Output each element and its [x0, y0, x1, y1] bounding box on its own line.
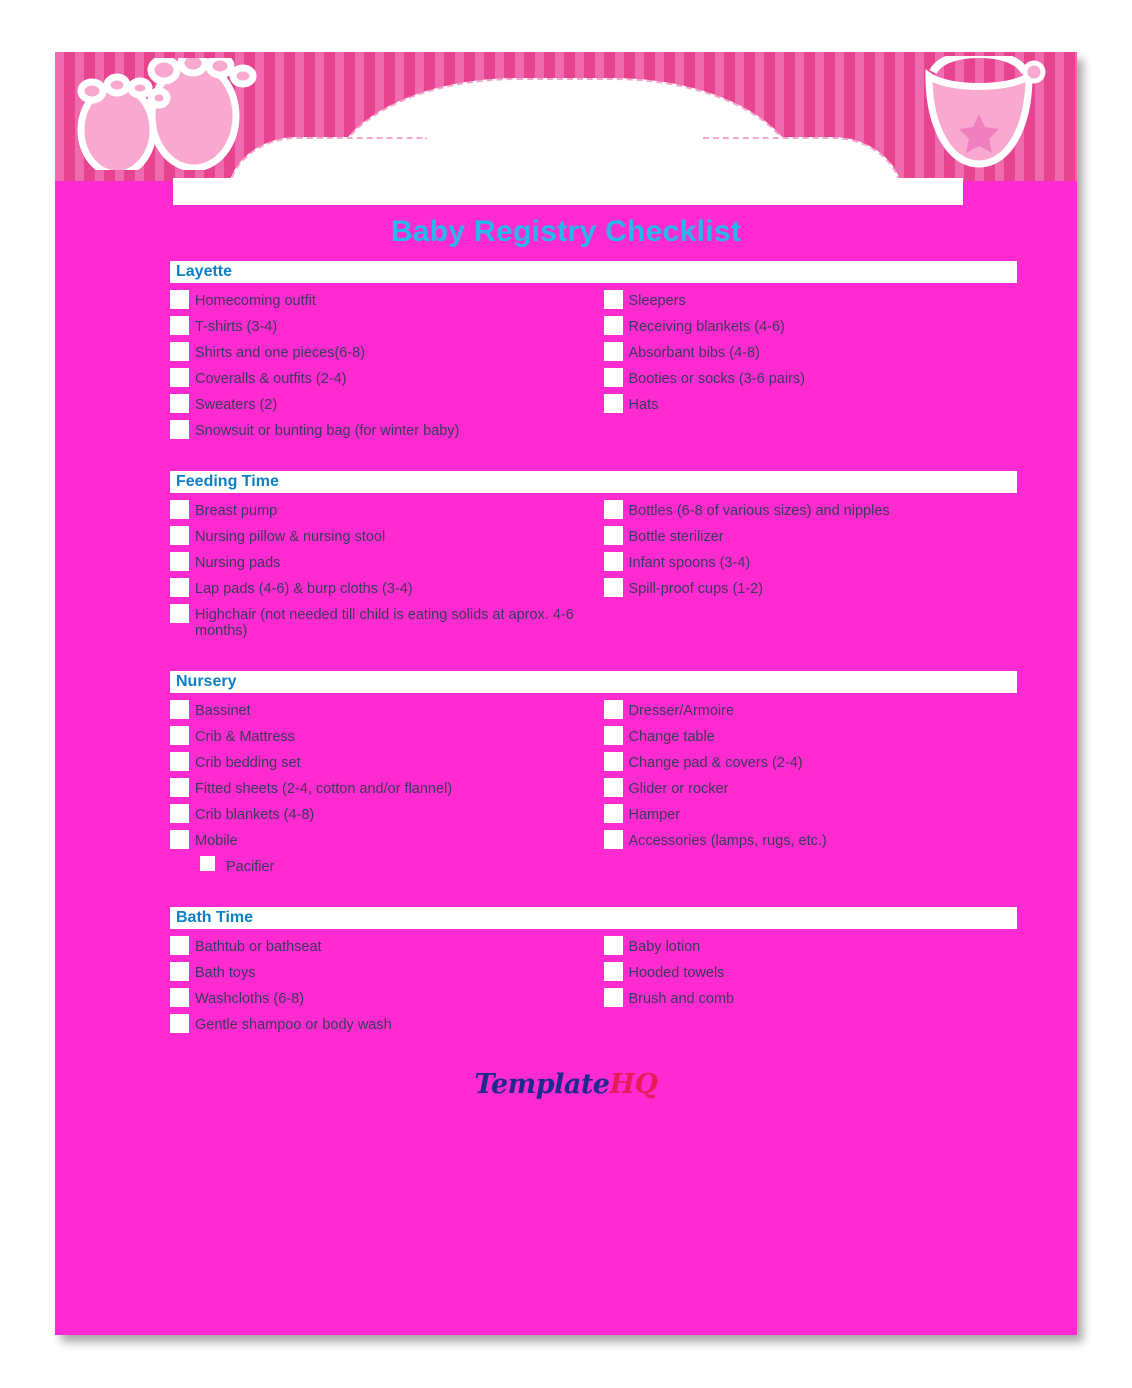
section-layette	[55, 261, 1077, 449]
page-title: Baby Registry Checklist	[390, 215, 742, 248]
list-item[interactable]	[604, 755, 1018, 771]
item-label: T-shirts (3-4)	[195, 319, 278, 335]
item-label: Hats	[628, 397, 659, 413]
item-label: Pacifier	[226, 859, 275, 875]
section-feeding-time	[55, 471, 1077, 649]
item-label: Change pad & covers (2-4)	[628, 755, 803, 771]
checkbox[interactable]	[170, 342, 189, 361]
list-item[interactable]	[604, 503, 1018, 519]
list-item[interactable]	[170, 555, 594, 571]
logo-part-one: Template	[474, 1069, 610, 1100]
checkbox[interactable]	[170, 552, 189, 571]
checkbox[interactable]	[170, 936, 189, 955]
item-label: Dresser/Armoire	[628, 703, 735, 719]
list-item[interactable]	[170, 781, 594, 797]
checkbox[interactable]	[170, 526, 189, 545]
checkbox[interactable]	[170, 778, 189, 797]
item-label: Nursing pads	[195, 555, 281, 571]
list-item[interactable]	[170, 345, 594, 361]
checkbox[interactable]	[604, 804, 623, 823]
column-left	[170, 703, 594, 885]
list-item[interactable]	[170, 371, 594, 387]
item-label: Receiving blankets (4-6)	[628, 319, 785, 335]
list-item[interactable]	[604, 965, 1018, 981]
section-title: Feeding Time	[170, 471, 1017, 493]
checkbox[interactable]	[604, 752, 623, 771]
checkbox[interactable]	[604, 368, 623, 387]
list-item[interactable]	[604, 319, 1018, 335]
item-label: Crib & Mattress	[195, 729, 295, 745]
column-right	[594, 293, 1018, 449]
item-label: Absorbant bibs (4-8)	[628, 345, 760, 361]
section-title: Nursery	[170, 671, 1017, 693]
list-item[interactable]	[170, 607, 594, 639]
list-item[interactable]	[604, 729, 1018, 745]
checkbox[interactable]	[170, 500, 189, 519]
checklist-page	[55, 52, 1077, 1335]
checkbox[interactable]	[170, 1014, 189, 1033]
templatehq-logo	[474, 1069, 657, 1100]
list-item[interactable]	[604, 939, 1018, 955]
list-item[interactable]	[170, 833, 594, 849]
item-label: Snowsuit or bunting bag (for winter baby)	[195, 423, 460, 439]
item-label: Bottle sterilizer	[628, 529, 724, 545]
item-label: Change table	[628, 729, 715, 745]
checkbox[interactable]	[604, 726, 623, 745]
list-item[interactable]	[170, 293, 594, 309]
logo-part-two: HQ	[609, 1069, 658, 1100]
baby-footprints-icon	[69, 58, 279, 175]
item-label: Crib blankets (4-8)	[195, 807, 315, 823]
checkbox[interactable]	[604, 526, 623, 545]
checkbox[interactable]	[604, 830, 623, 849]
column-right	[594, 939, 1018, 1043]
list-item[interactable]	[604, 345, 1018, 361]
section-title: Layette	[170, 261, 1017, 283]
item-label: Washcloths (6-8)	[195, 991, 305, 1007]
item-label: Lap pads (4-6) & burp cloths (3-4)	[195, 581, 413, 597]
list-item[interactable]	[604, 781, 1018, 797]
list-item[interactable]	[604, 293, 1018, 309]
list-item[interactable]	[604, 833, 1018, 849]
list-item[interactable]	[170, 1017, 594, 1033]
list-item[interactable]	[604, 581, 1018, 597]
checkbox[interactable]	[604, 778, 623, 797]
checkbox[interactable]	[604, 962, 623, 981]
list-item[interactable]	[170, 503, 594, 519]
item-label: Breast pump	[195, 503, 278, 519]
checkbox[interactable]	[170, 726, 189, 745]
list-item[interactable]	[604, 555, 1018, 571]
checkbox[interactable]	[170, 316, 189, 335]
item-label: Sleepers	[628, 293, 686, 309]
item-label: Hooded towels	[628, 965, 725, 981]
list-item[interactable]	[604, 371, 1018, 387]
checkbox[interactable]	[604, 578, 623, 597]
item-label: Bassinet	[195, 703, 251, 719]
list-item[interactable]	[170, 991, 594, 1007]
checkbox[interactable]	[170, 962, 189, 981]
header-white-strip	[173, 178, 963, 205]
checkbox[interactable]	[604, 290, 623, 309]
checkbox[interactable]	[170, 804, 189, 823]
checkbox[interactable]	[604, 500, 623, 519]
column-left	[170, 503, 594, 649]
item-label: Baby lotion	[628, 939, 701, 955]
footer	[55, 1043, 1077, 1100]
checkbox[interactable]	[170, 368, 189, 387]
list-item[interactable]	[170, 581, 594, 597]
checkbox[interactable]	[604, 936, 623, 955]
list-item[interactable]	[170, 703, 594, 719]
item-label: Highchair (not needed till child is eating solids at aprox. 4-6 months)	[195, 607, 574, 639]
checkbox[interactable]	[604, 988, 623, 1007]
list-item[interactable]	[170, 755, 594, 771]
checkbox[interactable]	[170, 290, 189, 309]
checkbox[interactable]	[170, 578, 189, 597]
checkbox[interactable]	[604, 700, 623, 719]
list-item[interactable]	[170, 729, 594, 745]
item-label: Nursing pillow & nursing stool	[195, 529, 386, 545]
item-label: Shirts and one pieces(6-8)	[195, 345, 366, 361]
section-bath-time	[55, 907, 1077, 1043]
list-item[interactable]	[170, 529, 594, 545]
checkbox[interactable]	[604, 342, 623, 361]
list-item[interactable]	[604, 397, 1018, 413]
checkbox[interactable]	[200, 856, 215, 871]
item-label: Homecoming outfit	[195, 293, 316, 309]
list-item[interactable]	[200, 859, 594, 875]
checkbox[interactable]	[604, 394, 623, 413]
decorative-header-band	[55, 52, 1077, 181]
item-label: Fitted sheets (2-4, cotton and/or flannel)	[195, 781, 453, 797]
column-left	[170, 939, 594, 1043]
item-label: Glider or rocker	[628, 781, 729, 797]
list-item[interactable]	[170, 965, 594, 981]
list-item[interactable]	[170, 319, 594, 335]
baby-bib-icon	[899, 56, 1059, 181]
checkbox[interactable]	[604, 316, 623, 335]
checkbox[interactable]	[170, 752, 189, 771]
list-item[interactable]	[604, 991, 1018, 1007]
item-label: Booties or socks (3-6 pairs)	[628, 371, 805, 387]
list-item[interactable]	[170, 423, 594, 439]
checkbox[interactable]	[170, 604, 189, 623]
item-label: Sweaters (2)	[195, 397, 278, 413]
item-label: Gentle shampoo or body wash	[195, 1017, 392, 1033]
item-label: Bathtub or bathseat	[195, 939, 322, 955]
item-label: Hamper	[628, 807, 681, 823]
checkbox[interactable]	[170, 394, 189, 413]
item-label: Accessories (lamps, rugs, etc.)	[628, 833, 827, 849]
item-label: Coveralls & outfits (2-4)	[195, 371, 347, 387]
section-nursery	[55, 671, 1077, 885]
list-item[interactable]	[170, 939, 594, 955]
column-right	[594, 703, 1018, 885]
list-item[interactable]	[170, 397, 594, 413]
column-left	[170, 293, 594, 449]
item-label: Bath toys	[195, 965, 256, 981]
header-name-plate	[330, 78, 800, 181]
column-right	[594, 503, 1018, 649]
list-item[interactable]	[604, 703, 1018, 719]
list-item[interactable]	[170, 807, 594, 823]
item-label: Crib bedding set	[195, 755, 301, 771]
checkbox[interactable]	[170, 830, 189, 849]
list-item[interactable]	[604, 807, 1018, 823]
section-title: Bath Time	[170, 907, 1017, 929]
checkbox[interactable]	[170, 420, 189, 439]
item-label: Bottles (6-8 of various sizes) and nipples	[628, 503, 890, 519]
item-label: Brush and comb	[628, 991, 735, 1007]
item-label: Infant spoons (3-4)	[628, 555, 751, 571]
list-item[interactable]	[604, 529, 1018, 545]
item-label: Spill-proof cups (1-2)	[628, 581, 764, 597]
item-label: Mobile	[195, 833, 238, 849]
checkbox[interactable]	[170, 988, 189, 1007]
checkbox[interactable]	[170, 700, 189, 719]
checkbox[interactable]	[604, 552, 623, 571]
